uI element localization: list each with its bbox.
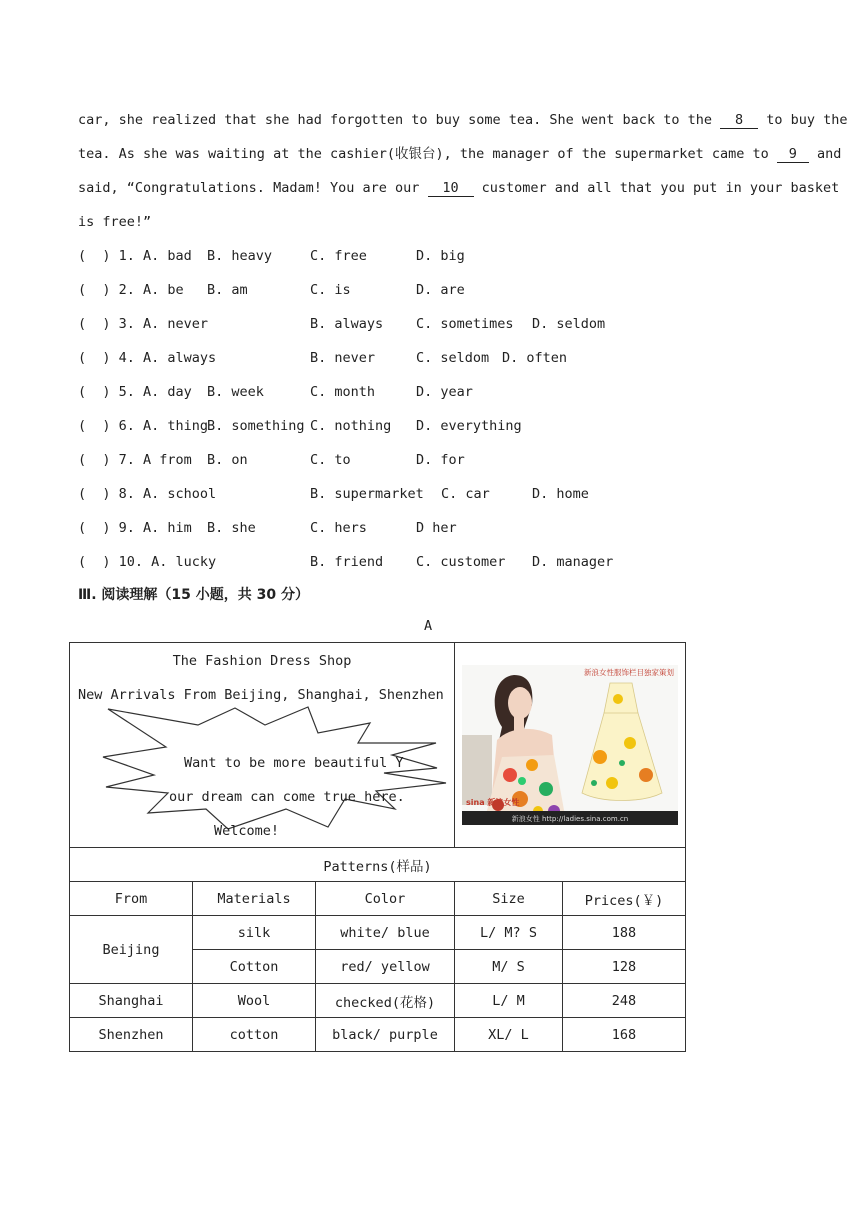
option-c: C. month xyxy=(310,384,376,400)
option-d: D. everything xyxy=(416,418,522,434)
blank-8: 8 xyxy=(720,112,758,129)
cell-from: Shanghai xyxy=(70,984,193,1018)
dream-text: our dream can come true here. xyxy=(169,789,405,805)
new-arrivals: New Arrivals From Beijing, Shanghai, Shenzhen xyxy=(78,687,444,703)
blank-10: 10 xyxy=(428,180,474,197)
cell-from: Beijing xyxy=(70,916,193,984)
option-b: B. heavy xyxy=(207,248,273,264)
passage-text: tea. As she was waiting at the cashier(收银台), the manager of the supermarket came to xyxy=(78,146,777,162)
question-stem: ( ) 4. A. always xyxy=(78,350,217,366)
cell-material: Wool xyxy=(193,984,316,1018)
cell-color: red/ yellow xyxy=(316,950,455,984)
option-d: D. are xyxy=(416,282,465,298)
column-header: Color xyxy=(316,882,455,916)
option-c: C. to xyxy=(310,452,351,468)
cell-color: checked(花格) xyxy=(316,984,455,1018)
question-stem: ( ) 9. A. him xyxy=(78,520,192,536)
table-row xyxy=(70,984,686,1018)
passage-text: and xyxy=(808,146,842,162)
option-b: B. something xyxy=(207,418,305,434)
column-header: Materials xyxy=(193,882,316,916)
question-stem: ( ) 2. A. be xyxy=(78,282,184,298)
question-stem: ( ) 1. A. bad xyxy=(78,248,192,264)
option-b: B. on xyxy=(207,452,248,468)
option-d: D. for xyxy=(416,452,465,468)
question-stem: ( ) 8. A. school xyxy=(78,486,217,502)
welcome-text: Welcome! xyxy=(214,823,280,839)
cell-price: 188 xyxy=(563,916,686,950)
option-b: B. am xyxy=(207,282,248,298)
cell-material: silk xyxy=(193,916,316,950)
option-b: B. always xyxy=(310,316,384,332)
starburst-shape xyxy=(70,643,454,847)
cell-price: 248 xyxy=(563,984,686,1018)
cell-color: black/ purple xyxy=(316,1018,455,1052)
column-header: Prices(￥) xyxy=(563,882,686,916)
shop-name: The Fashion Dress Shop xyxy=(172,653,352,669)
cell-size: L/ M xyxy=(455,984,563,1018)
option-d: D. big xyxy=(416,248,465,264)
column-header: Size xyxy=(455,882,563,916)
option-d: D. year xyxy=(416,384,473,400)
passage-text: customer and all that you put in your basket xyxy=(473,180,840,196)
question-stem: ( ) 3. A. never xyxy=(78,316,209,332)
passage-line-3 xyxy=(78,178,839,198)
option-c: C. sometimes xyxy=(416,316,514,332)
burst-text: Want to be more beautiful Y xyxy=(184,755,404,771)
option-b: B. friend xyxy=(310,554,384,570)
passage-line-1 xyxy=(78,110,848,130)
option-b: B. supermarket xyxy=(310,486,424,502)
passage-text: said, “Congratulations. Madam! You are our xyxy=(78,180,428,196)
cell-from: Shenzhen xyxy=(70,1018,193,1052)
question-stem: ( ) 5. A. day xyxy=(78,384,192,400)
passage-text: to buy the xyxy=(758,112,848,128)
option-c: C. is xyxy=(310,282,351,298)
fashion-shop-ad xyxy=(69,642,686,1052)
option-c: C. hers xyxy=(310,520,367,536)
option-b: B. never xyxy=(310,350,376,366)
cell-material: Cotton xyxy=(193,950,316,984)
section-letter: A xyxy=(424,618,433,634)
passage-text: car, she realized that she had forgotten to buy some tea. She went back to the xyxy=(78,112,721,128)
passage-line-4: is free!” xyxy=(78,214,152,230)
table-row xyxy=(70,1018,686,1052)
option-c: C. customer xyxy=(416,554,506,570)
option-d: D. home xyxy=(532,486,589,502)
image-footer: 新浪女性 http://ladies.sina.com.cn xyxy=(511,815,629,823)
option-b: B. she xyxy=(207,520,256,536)
table-row xyxy=(70,916,686,950)
image-logo: sina 新浪女性 xyxy=(466,798,520,807)
patterns-title: Patterns(样品) xyxy=(70,848,686,882)
option-d: D her xyxy=(416,520,457,536)
option-b: B. week xyxy=(207,384,264,400)
dress-photo xyxy=(462,665,678,825)
question-stem: ( ) 7. A from xyxy=(78,452,192,468)
question-stem: ( ) 6. A. thing xyxy=(78,418,209,434)
option-c: C. free xyxy=(310,248,367,264)
question-stem: ( ) 10. A. lucky xyxy=(78,554,217,570)
section-heading: Ⅲ. 阅读理解（15 小题，共 30 分） xyxy=(78,587,310,603)
cell-price: 168 xyxy=(563,1018,686,1052)
column-header: From xyxy=(70,882,193,916)
shop-ad-cell xyxy=(70,643,455,848)
dress-image-cell xyxy=(455,643,686,848)
cell-size: M/ S xyxy=(455,950,563,984)
cell-size: XL/ L xyxy=(455,1018,563,1052)
cell-color: white/ blue xyxy=(316,916,455,950)
option-d: D. seldom xyxy=(532,316,606,332)
cell-price: 128 xyxy=(563,950,686,984)
table-header-row xyxy=(70,882,686,916)
option-c: C. seldom xyxy=(416,350,490,366)
option-d: D. often xyxy=(502,350,568,366)
blank-9: 9 xyxy=(777,146,809,163)
cell-size: L/ M? S xyxy=(455,916,563,950)
passage-line-2 xyxy=(78,144,841,164)
option-c: C. nothing xyxy=(310,418,392,434)
option-d: D. manager xyxy=(532,554,614,570)
option-c: C. car xyxy=(441,486,490,502)
image-caption: 新浪女性服饰栏目独家策划 xyxy=(584,668,674,677)
cell-material: cotton xyxy=(193,1018,316,1052)
